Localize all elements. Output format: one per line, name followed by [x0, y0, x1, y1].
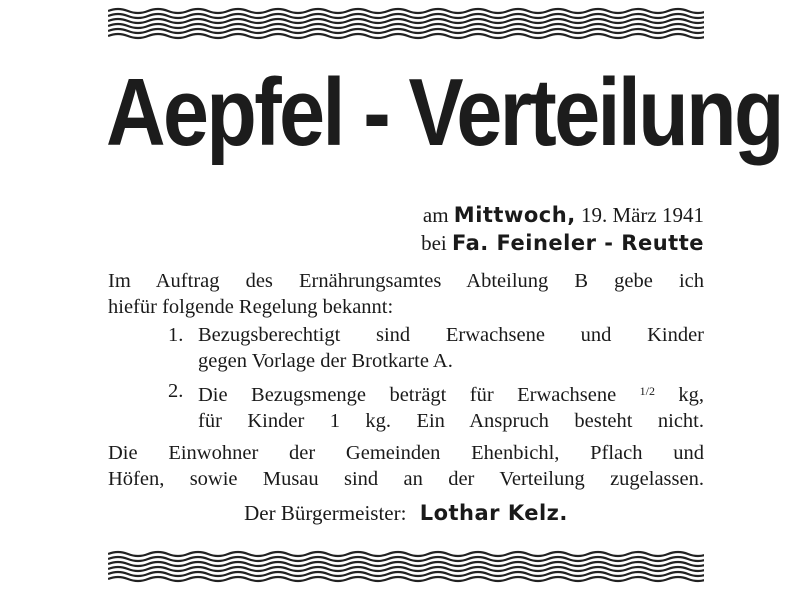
top-decorative-rule	[108, 6, 704, 40]
item-text	[198, 378, 704, 434]
intro-line-1: Im Auftrag des Ernährungsamtes Abteilung B gebe ich	[108, 270, 704, 292]
signature-label: Der Bürgermeister:	[244, 501, 407, 525]
item-text	[198, 322, 704, 374]
fraction-half: 1/2	[639, 384, 655, 398]
date-line	[423, 202, 704, 228]
item-number: 1.	[168, 324, 184, 346]
headline: Aepfel - Verteilung	[106, 59, 782, 166]
item-1-line-2: gegen Vorlage der Brotkarte A.	[198, 350, 453, 372]
signature-name: Lothar Kelz.	[419, 501, 568, 525]
closing-line-2: Höfen, sowie Musau sind an der Verteilung zugelassen.	[108, 468, 704, 490]
notice	[106, 0, 782, 600]
intro-paragraph	[108, 268, 704, 320]
item-2-line-2: für Kinder 1 kg. Ein Anspruch besteht nicht.	[198, 410, 704, 432]
item-2-line-1	[198, 378, 704, 408]
firm-name: Fa. Feineler - Reutte	[451, 231, 704, 255]
item-1-line-1: Bezugsberechtigt sind Erwachsene und Kinder	[198, 324, 704, 346]
wavy-rule-bottom-graphic	[108, 549, 704, 583]
closing-paragraph	[108, 440, 704, 492]
signature-line	[108, 500, 704, 526]
intro-line-2: hiefür folgende Regelung bekannt:	[108, 296, 394, 318]
firm-line	[421, 230, 704, 256]
date-value: 19. März 1941	[580, 203, 704, 227]
item-2-line-1-text: Die Bezugsmenge beträgt für Erwachsene	[198, 384, 617, 406]
weekday: Mittwoch,	[453, 203, 576, 227]
date-prefix: am	[422, 203, 449, 227]
item-2-line-1-unit: kg,	[678, 384, 705, 406]
firm-prefix: bei	[421, 231, 447, 255]
wavy-rule-top-graphic	[108, 6, 704, 40]
bottom-decorative-rule	[108, 549, 704, 583]
closing-line-1: Die Einwohner der Gemeinden Ehenbichl, Pflach und	[108, 442, 704, 464]
item-number: 2.	[168, 380, 184, 402]
